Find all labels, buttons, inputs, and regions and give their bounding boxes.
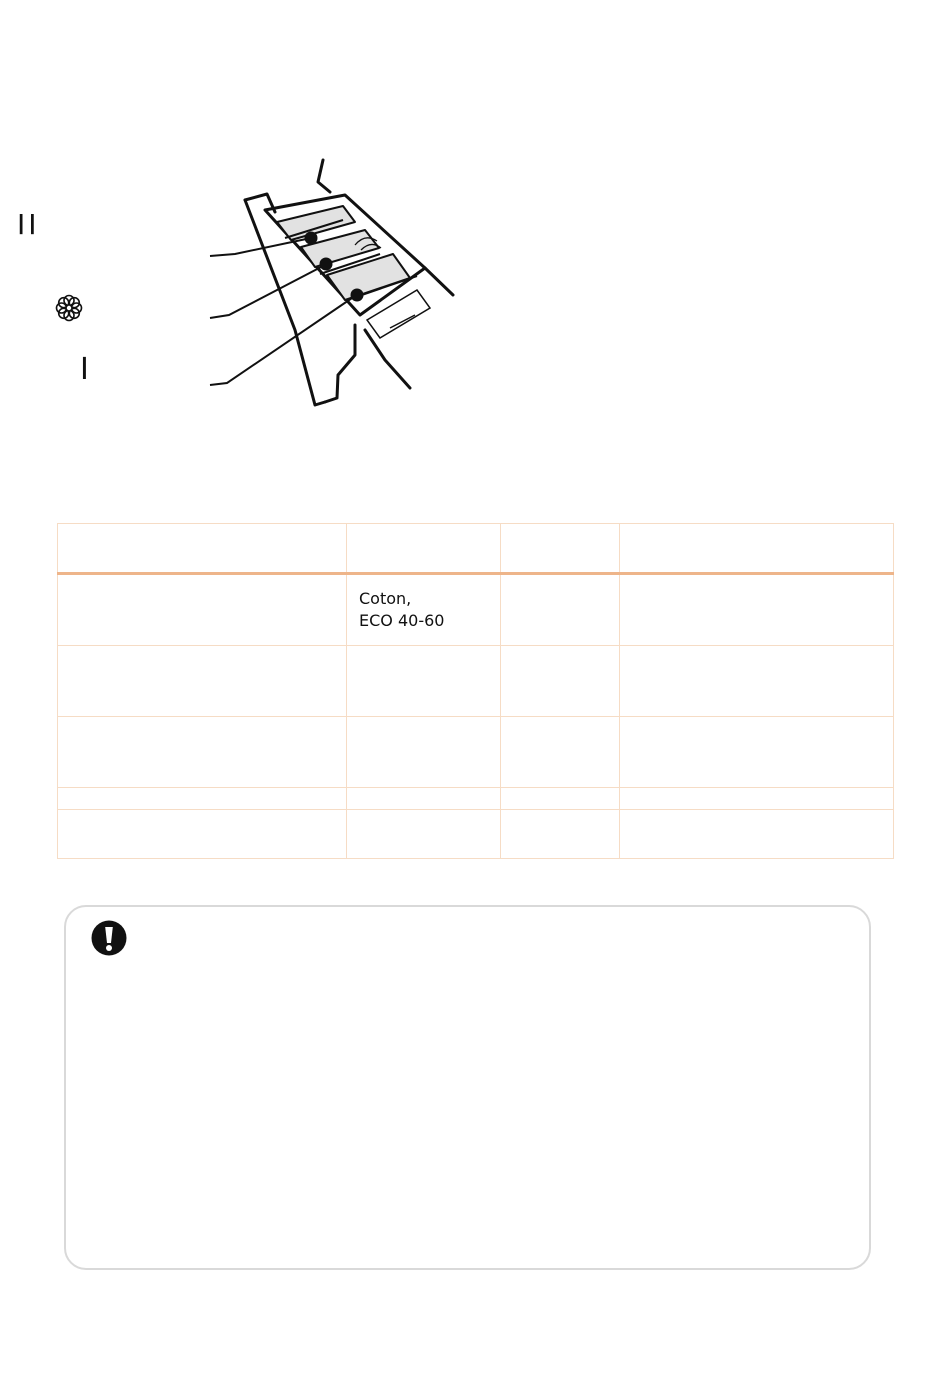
table-cell — [620, 810, 894, 859]
prewash-compartment-icon — [17, 205, 40, 245]
table-cell — [620, 788, 894, 810]
table-cell — [620, 574, 894, 646]
table-cell — [620, 646, 894, 717]
prewash-symbol: II — [17, 208, 40, 241]
table-row — [58, 788, 894, 810]
table-row — [58, 810, 894, 859]
table-cell — [58, 788, 347, 810]
table-header-row — [58, 524, 894, 574]
dosage-table — [57, 523, 894, 859]
table-cell — [347, 646, 501, 717]
program-name-line: ECO 40-60 — [359, 611, 445, 630]
table-row — [58, 646, 894, 717]
table-row — [58, 574, 894, 646]
table-cell — [347, 788, 501, 810]
table-cell — [501, 574, 620, 646]
table-cell — [58, 810, 347, 859]
table-header-cell — [620, 524, 894, 574]
table-cell — [58, 646, 347, 717]
exclamation-icon — [90, 919, 128, 961]
table-header-cell — [58, 524, 347, 574]
table-cell — [620, 717, 894, 788]
table-cell — [501, 788, 620, 810]
program-name-line: Coton, — [359, 589, 412, 608]
mainwash-compartment-icon — [80, 350, 89, 390]
table-header-cell — [501, 524, 620, 574]
table-cell — [58, 574, 347, 646]
table-header-cell — [347, 524, 501, 574]
table-cell — [501, 717, 620, 788]
table-cell — [58, 717, 347, 788]
table-row — [58, 717, 894, 788]
detergent-drawer-illustration — [205, 150, 465, 414]
mainwash-symbol: I — [80, 352, 89, 387]
table-cell — [501, 810, 620, 859]
table-cell — [347, 810, 501, 859]
warning-box — [64, 905, 871, 1270]
table-cell — [501, 646, 620, 717]
table-cell — [347, 717, 501, 788]
flower-icon — [53, 292, 85, 328]
table-cell-program — [347, 574, 501, 646]
detergent-drawer-icon — [205, 150, 465, 410]
